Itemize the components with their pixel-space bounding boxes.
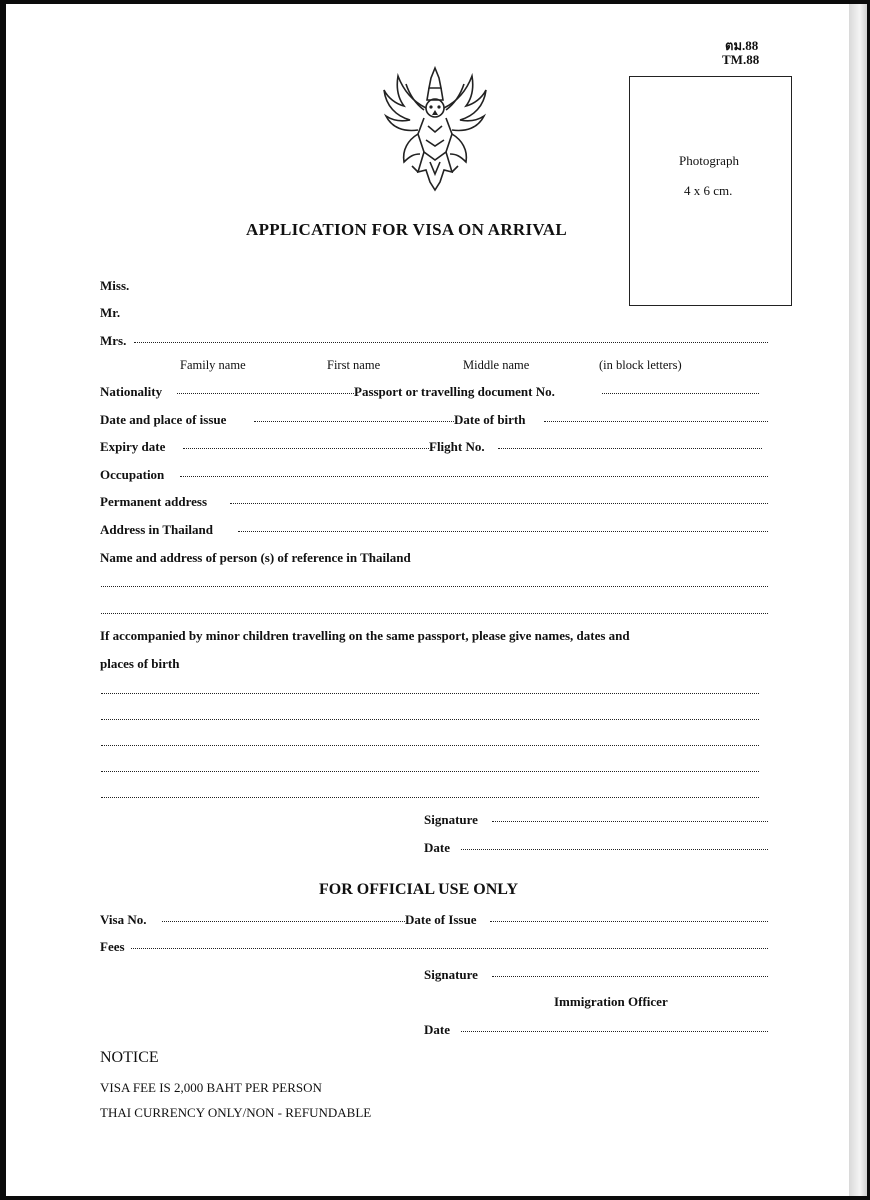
label-date-place-issue: Date and place of issue — [100, 412, 227, 427]
date-place-issue-field[interactable] — [254, 413, 454, 422]
label-mrs[interactable]: Mrs. — [100, 333, 127, 348]
children-line-4[interactable] — [101, 763, 759, 772]
official-date-field[interactable] — [461, 1023, 768, 1032]
garuda-emblem-icon — [374, 62, 496, 194]
form-title: APPLICATION FOR VISA ON ARRIVAL — [246, 220, 568, 239]
form-code-thai: ตม.88 — [725, 38, 759, 53]
permanent-address-field[interactable] — [230, 495, 768, 504]
label-children-line2: places of birth — [100, 656, 180, 671]
label-expiry-date: Expiry date — [100, 439, 166, 454]
visa-no-field[interactable] — [162, 913, 405, 922]
photo-size: 4 x 6 cm. — [684, 183, 733, 198]
label-fees: Fees — [100, 939, 125, 954]
children-line-1[interactable] — [101, 685, 759, 694]
photo-box[interactable] — [629, 76, 792, 306]
nationality-field[interactable] — [177, 385, 354, 394]
form-page — [6, 4, 849, 1196]
label-reference-person: Name and address of person (s) of reference in Thailand — [100, 550, 411, 565]
label-mr[interactable]: Mr. — [100, 305, 121, 320]
label-permanent-address: Permanent address — [100, 494, 208, 509]
label-applicant-signature: Signature — [424, 812, 478, 827]
label-address-thailand: Address in Thailand — [100, 522, 213, 537]
official-signature-field[interactable] — [492, 968, 768, 977]
applicant-signature-field[interactable] — [492, 813, 768, 822]
form-code: TM.88 — [722, 52, 760, 67]
label-date-of-birth: Date of birth — [454, 412, 526, 427]
label-first-name: First name — [327, 358, 381, 372]
reference-line-2[interactable] — [101, 605, 768, 614]
label-middle-name: Middle name — [463, 358, 530, 372]
address-thailand-field[interactable] — [238, 523, 768, 532]
name-field[interactable] — [134, 334, 768, 343]
page-edge — [849, 4, 867, 1196]
notice-heading: NOTICE — [100, 1049, 159, 1066]
expiry-date-field[interactable] — [183, 440, 429, 449]
label-miss[interactable]: Miss. — [100, 278, 130, 293]
label-occupation: Occupation — [100, 467, 165, 482]
label-applicant-date: Date — [424, 840, 450, 855]
fees-field[interactable] — [131, 940, 768, 949]
applicant-date-field[interactable] — [461, 841, 768, 850]
flight-no-field[interactable] — [498, 440, 762, 449]
children-line-5[interactable] — [101, 789, 759, 798]
label-official-signature: Signature — [424, 967, 478, 982]
label-flight-no: Flight No. — [429, 439, 485, 454]
occupation-field[interactable] — [180, 468, 768, 477]
label-children-line1: If accompanied by minor children travelling on the same passport, please give names, dates and — [100, 628, 630, 643]
photo-label: Photograph — [679, 153, 739, 168]
official-heading: FOR OFFICIAL USE ONLY — [319, 881, 518, 898]
reference-line-1[interactable] — [101, 578, 768, 587]
notice-line-2: THAI CURRENCY ONLY/NON - REFUNDABLE — [100, 1105, 372, 1120]
label-block-letters: (in block letters) — [599, 358, 682, 372]
date-of-birth-field[interactable] — [544, 413, 768, 422]
label-family-name: Family name — [180, 358, 246, 372]
date-of-issue-field[interactable] — [490, 913, 768, 922]
label-date-of-issue: Date of Issue — [405, 912, 477, 927]
notice-line-1: VISA FEE IS 2,000 BAHT PER PERSON — [100, 1080, 322, 1095]
label-official-date: Date — [424, 1022, 450, 1037]
children-line-3[interactable] — [101, 737, 759, 746]
children-line-2[interactable] — [101, 711, 759, 720]
label-nationality: Nationality — [100, 384, 163, 399]
label-passport-no: Passport or travelling document No. — [354, 384, 555, 399]
label-visa-no: Visa No. — [100, 912, 147, 927]
label-immigration-officer: Immigration Officer — [554, 994, 668, 1009]
passport-no-field[interactable] — [602, 385, 759, 394]
